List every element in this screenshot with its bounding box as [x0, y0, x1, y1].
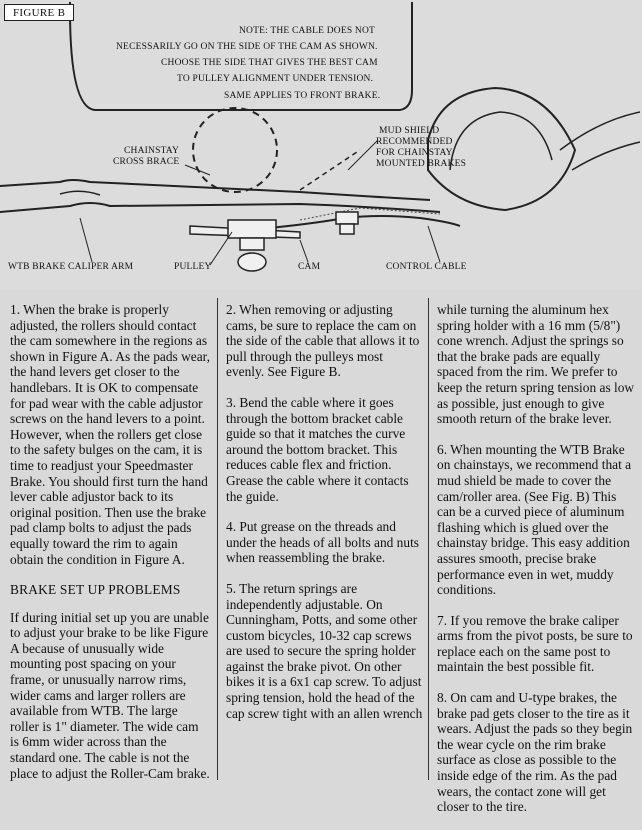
label-chainstay-2: CROSS BRACE: [113, 157, 180, 167]
section-heading: BRAKE SET UP PROBLEMS: [10, 582, 181, 598]
note-line-2: NECESSARILY GO ON THE SIDE OF THE CAM AS SHOWN.: [116, 42, 378, 52]
column-divider-1: [217, 298, 218, 780]
label-mud-3: FOR CHAINSTAY: [376, 148, 453, 158]
paragraph-2: 2. When removing or adjusting cams, be sure to replace the cam on the side of the cable that allows it to pull through the pulleys most evenly. See Figure B.: [226, 302, 420, 380]
label-chainstay-1: CHAINSTAY: [124, 146, 180, 156]
column-divider-2: [428, 298, 429, 780]
paragraph-5: 5. The return springs are independently adjustable. On Cunningham, Potts, and some other custom bicycles, 10-32 cap screws are used to secure the spring holder against the brake pivot. On other bikes it is a 6x1 cap screw. To adjust spring tension, hold the head of the cap screw tight with an allen wrench: [226, 580, 423, 721]
note-line-1: NOTE: THE CABLE DOES NOT: [239, 26, 376, 36]
label-mud-4: MOUNTED BRAKES: [376, 159, 467, 169]
paragraph-6: 6. When mounting the WTB Brake on chainstays, we recommend that a mud shield be made to cover the cam/roller area. (See Fig. B) This can be a curved piece of aluminum flashing which is glued over the chainstay bridge. This easy addition assures smooth, precise brake performance even in wet, muddy conditions.: [437, 441, 632, 598]
note-line-3: CHOOSE THE SIDE THAT GIVES THE BEST CAM: [161, 58, 378, 68]
column-3: [437, 302, 637, 830]
paragraph-7: 7. If you remove the brake caliper arms from the pivot posts, be sure to replace each on the same post to maintain the best possible fit.: [437, 612, 633, 675]
figure-b-diagram: [0, 0, 642, 290]
paragraph-setup-problems: If during initial set up you are unable to adjust your brake to be like Figure A because of unusually wide mounting post spacing on your frame, or unusually narrow rims, wider cams and larger rollers are available from WTB. The large roller is 1" diameter. The wide cam is 6mm wider across than the standard one. The cable is not the place to adjust the Roller-Cam brake.: [10, 609, 210, 781]
label-mud-1: MUD SHIELD: [379, 126, 440, 136]
note-line-4: TO PULLEY ALIGNMENT UNDER TENSION.: [177, 74, 374, 84]
column-2: [226, 302, 424, 736]
column-1: [10, 302, 210, 796]
label-cam: CAM: [298, 262, 321, 272]
label-pulley: PULLEY: [174, 262, 212, 272]
figure-title: FIGURE B: [4, 4, 74, 21]
paragraph-8: 8. On cam and U-type brakes, the brake pad gets closer to the tire as it wears. Adjust the pads so they begin the wear cycle on the rim brake surface as close as possible to the inside edge of the rim. As the pad wears, the contact zone will get closer to the tire.: [437, 690, 633, 815]
paragraph-1: 1. When the brake is properly adjusted, the rollers should contact the cam somewhere in the regions as shown in Figure A. As the pads wear, the hand levers get closer to the handlebars. It is OK to compensate for pad wear with the cable adjustor screws on the hand levers to a point. However, when the rollers get close to the safety bulges on the cam, it is time to readjust your Speedmaster Brake. You should first turn the hand lever cable adjustor back to its original position. Then use the brake pad clamp bolts to adjust the pads equally toward the rim to again obtain the condition in Figure A.: [10, 302, 210, 567]
label-control-cable: CONTROL CABLE: [386, 262, 467, 272]
paragraph-3: 3. Bend the cable where it goes through the bottom bracket cable guide so that it matches the curve around the bottom bracket. This reduces cable flex and friction. Grease the cable where it contacts the guide.: [226, 394, 409, 504]
label-mud-2: RECOMMENDED: [376, 137, 453, 147]
label-caliper-arm: WTB BRAKE CALIPER ARM: [8, 262, 134, 272]
note-line-5: SAME APPLIES TO FRONT BRAKE.: [224, 91, 381, 101]
instructions-text: [0, 290, 642, 815]
paragraph-5-cont: while turning the aluminum hex spring holder with a 16 mm (5/8") cone wrench. Adjust the springs so that the brake pads are equally spaced from the rim. We prefer to keep the return spring tension as low as possible, just enough to give smooth return of the brake lever.: [437, 302, 635, 427]
paragraph-4: 4. Put grease on the threads and under the heads of all bolts and nuts when reassembling the brake.: [226, 519, 420, 566]
